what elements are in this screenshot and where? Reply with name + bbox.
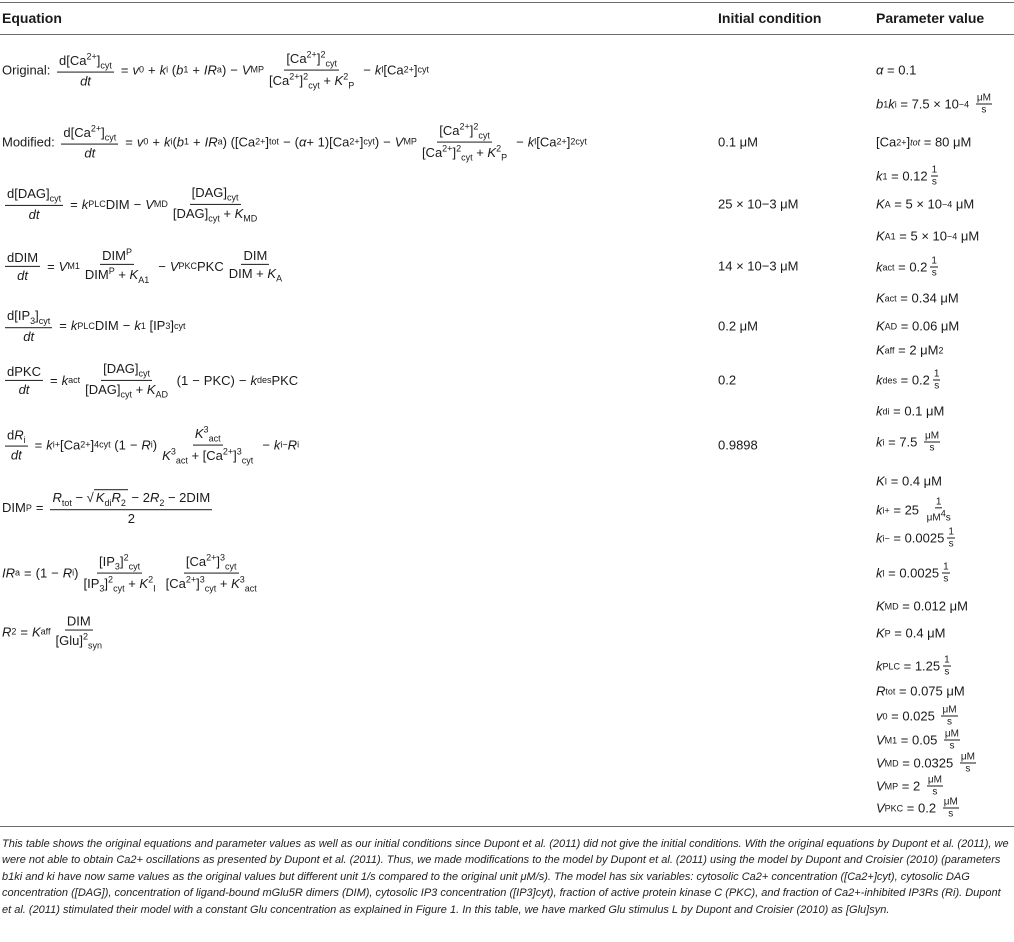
param-v0: v 0 = 0.025 $\frac{\mu M}{s}$ [876, 704, 957, 728]
equation-dim: $\frac{\text{dDIM}}{dt}$ = V M1 $\frac{DIM^P}{DIM^P + K_{A1}}$ − V PKC PKC $\frac{\text{DIM}}{DIM + K_A}$ [7, 246, 283, 286]
header-parameter-value: Parameter value [876, 10, 985, 26]
equation-ira: IR a = (1 − R i ) $\frac{[IP_3]^2_{cyt}}{[IP_3]^2_{cyt} + K^2_I}$ $\frac{[Ca^{2+}]^3_{cyt}}{[Ca^{2+}]^3_{cyt} + K^3_{act}}$ [2, 552, 257, 594]
equation-dimp: DIM P = $\frac{R_{tot} - √ K_{di}R_2 - 2R_2 - 2DIM}{2}$ [2, 490, 211, 526]
initial-dim: 14 × 10−3 μM [718, 258, 799, 274]
header-equation: Equation [2, 10, 62, 26]
param-KMD: K MD = 0.012 μM [876, 598, 968, 614]
param-KP: K P = 0.4 μM [876, 625, 946, 641]
initial-ca: 0.1 μM [718, 134, 759, 150]
param-Kaff: K aff = 2 μM 2 [876, 342, 944, 358]
initial-pkc: 0.2 [718, 372, 737, 388]
table-bottom-rule [0, 826, 1014, 827]
header-initial-condition: Initial condition [718, 10, 822, 26]
param-ki-minus: k i− = 0.0025 $\frac{1}{s}$ [876, 526, 954, 550]
param-VPKC: V PKC = 0.2 $\frac{\mu M}{s}$ [876, 796, 958, 820]
equation-modified-ca: Modified: $\frac{d[Ca^{2+}]_{cyt}}{dt}$ = v 0 + k i ( b 1 + IR a ) ([Ca 2+ ] tot − ( α + 1)[Ca 2+ ] cyt ) − V MP $\frac{[Ca^{2+}]^2_{cyt}}{[Ca^{2+}]^2_{cyt} + K^2_P}$ − k l [Ca 2+ ] 2 cyt [2, 121, 587, 163]
param-k1: k 1 = 0.12 $\frac{1}{s}$ [876, 164, 938, 188]
table-caption [2, 836, 1012, 918]
table-top-rule [0, 2, 1014, 3]
param-KA: K A = 5 × 10 −4 μM [876, 196, 975, 212]
param-KI: K I = 0.4 μM [876, 473, 943, 489]
initial-dag: 25 × 10−3 μM [718, 196, 799, 212]
equation-original-ca: Original: $\frac{d[Ca^{2+}]_{cyt}}{dt}$ = v 0 + k i ( b 1 + IR a ) − V MP $\frac{[Ca^{2+}]^2_{cyt}}{[Ca^{2+}]^2_{cyt} + K^2_P}$ − k l [Ca 2+ ] cyt [2, 49, 429, 91]
param-ca-tot: [Ca 2+ ] tot = 80 μM [876, 134, 972, 150]
param-kl: k l = 0.0025 $\frac{1}{s}$ [876, 561, 949, 585]
param-VM1: V M1 = 0.05 $\frac{\mu M}{s}$ [876, 728, 960, 752]
equation-ip3: $\frac{d[IP_3]_{cyt}}{dt}$ = k PLC DIM − k 1 [IP 3 ] cyt [7, 308, 186, 344]
param-Rtot: R tot = 0.075 μM [876, 683, 965, 699]
param-Kact: K act = 0.34 μM [876, 290, 959, 306]
param-KAD: K AD = 0.06 μM [876, 318, 960, 334]
param-kdi: k di = 0.1 μM [876, 403, 945, 419]
param-VMD: V MD = 0.0325 $\frac{\mu M}{s}$ [876, 751, 975, 775]
param-alpha: α = 0.1 [876, 62, 917, 78]
param-kPLC: k PLC = 1.25 $\frac{1}{s}$ [876, 654, 950, 678]
param-VMP: V MP = 2 $\frac{\mu M}{s}$ [876, 774, 942, 798]
param-KA1: K A1 = 5 × 10 −4 μM [876, 228, 980, 244]
param-ki-plus: k i+ = 25 $\frac{1}{\mu M^4s}$ [876, 496, 951, 524]
equation-ri: $\frac{dR_i}{dt}$ = k i+ [Ca 2+ ] 4 cyt (1 − R i ) $\frac{K^3_{act}}{K^3_{act} + [Ca^{2+}]^3_{cyt}}$ − k i− R i [7, 424, 300, 466]
initial-ri: 0.9898 [718, 437, 758, 453]
param-b1ki: b 1 k i = 7.5 × 10 −4 $\frac{\mu M}{s}$ [876, 92, 991, 116]
equation-pkc: $\frac{\text{dPKC}}{dt}$ = k act $\frac{[DAG]_{cyt}}{[DAG]_{cyt} + K_{AD}}$ (1 − PKC) − k des PKC [7, 360, 299, 400]
caption-text: This table shows the original equations and parameter values as well as our initial conditions since Dupont et al. (2011) did not give the initial conditions. With the original equations by Dupont et al. (2011), we were not able to obtain Ca2+ oscillations as presented by Dupont et al. (2011). Thus, we made modifications to the model by Dupont et al. (2011) using the model by Dupont and Croisier (2010) (parameters b1ki and ki have now same values as the original values but different unit 1/s compared to the original unit μM/s). The model has six variables: cytosolic Ca2+ concentration ([Ca2+]cyt), cytosolic DAG concentration ([DAG]), concentration of ligand-bound mGlu5R dimers (DIM), cytosolic IP3 concentration ([IP3]cyt), fraction of active protein kinase C (PKC), and fraction of Ca2+-inhibited IP3Rs (Ri). Dupont et al. (2011) stimulated their model with a constant Glu concentration as explained in Figure 1. In this table, we have marked Glu stimulus L by Dupont and Croisier (2010) as [Glu]syn. [2, 838, 1009, 916]
equation-dag: $\frac{d[DAG]_{cyt}}{dt}$ = k PLC DIM − V MD $\frac{[DAG]_{cyt}}{[DAG]_{cyt} + K_{MD}}$ [7, 184, 258, 224]
equation-r2: R 2 = K aff $\frac{\text{DIM}}{[Glu]^2_{syn}}$ [2, 613, 103, 651]
param-kact: k act = 0.2 $\frac{1}{s}$ [876, 255, 937, 279]
row-label: Original: [2, 62, 51, 78]
initial-ip3: 0.2 μM [718, 318, 759, 334]
param-ki: k i = 7.5 $\frac{\mu M}{s}$ [876, 430, 940, 454]
row-label: Modified: [2, 134, 55, 150]
header-rule [0, 34, 1014, 35]
param-kdes: k des = 0.2 $\frac{1}{s}$ [876, 368, 940, 392]
